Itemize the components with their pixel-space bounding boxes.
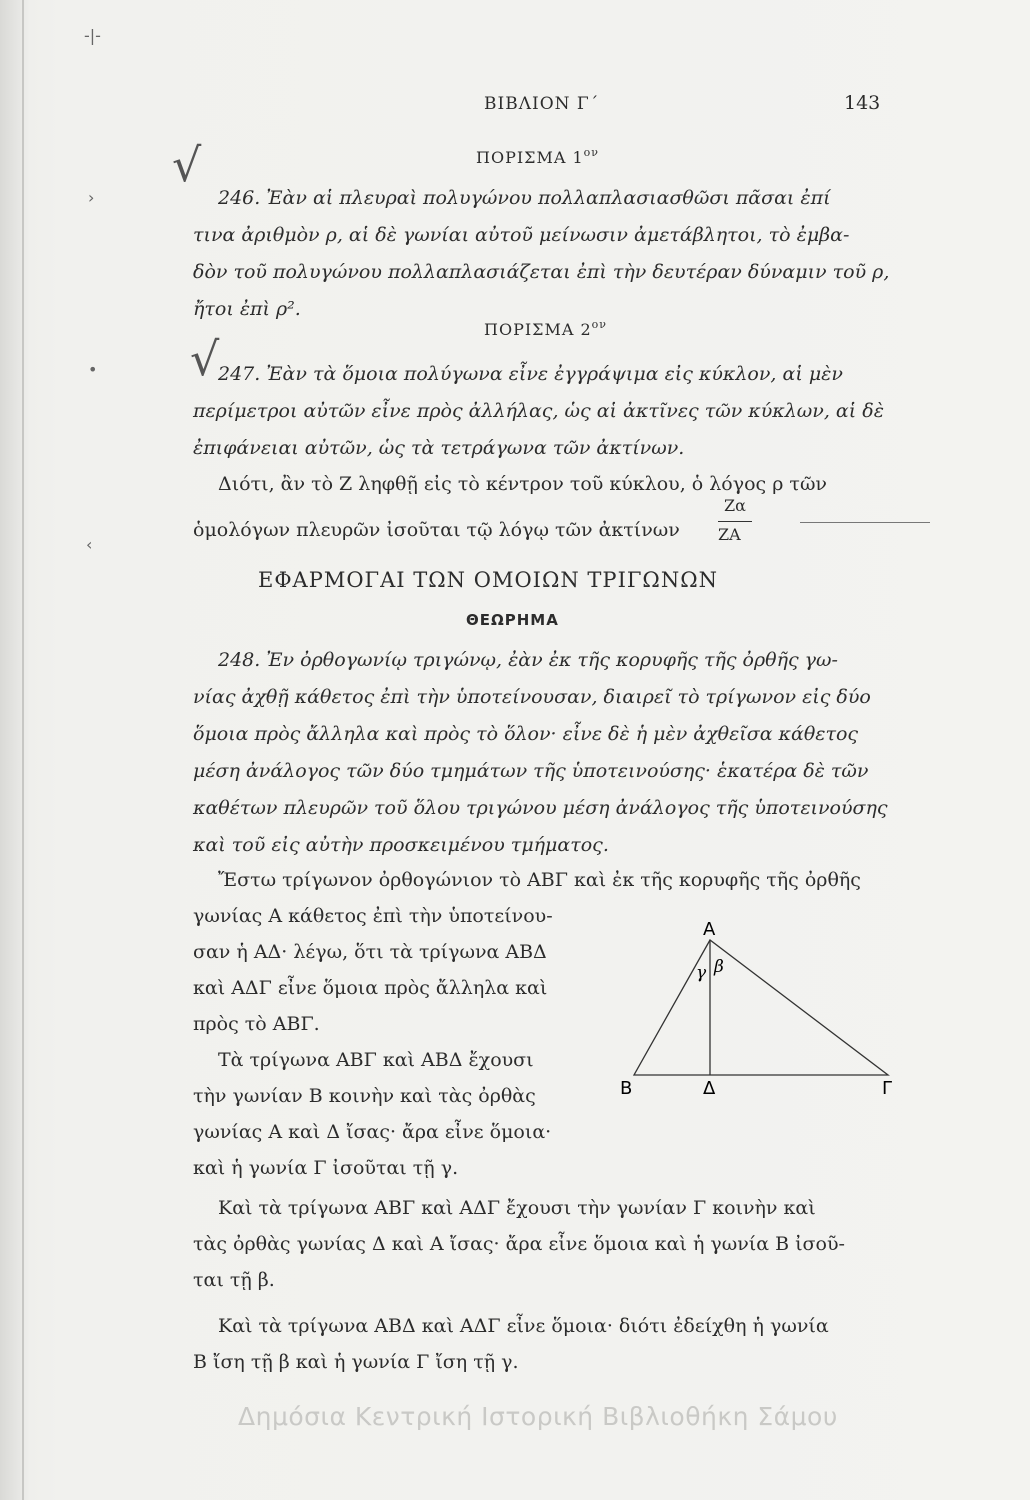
foot-label-d: Δ: [703, 1078, 716, 1099]
proof-line: γωνίας Α κάθετος ἐπὶ τὴν ὑποτείνου-: [193, 905, 553, 927]
theorem-heading: ΘΕΩΡΗΜΑ: [466, 611, 559, 629]
proof-line: Ἔστω τρίγωνον ὀρθογώνιον τὸ ΑΒΓ καὶ ἐκ τῆς κορυφῆς τῆς ὀρθῆς: [218, 869, 861, 891]
corollary1-line: τινα ἀριθμὸν ρ, αἱ δὲ γωνίαι αὐτοῦ μείνωσιν ἀμετάβλητοι, τὸ ἐμβα-: [193, 224, 850, 246]
proof-line: τὰς ὀρθὰς γωνίας Δ καὶ Α ἴσας· ἄρα εἶνε ὅμοια καὶ ἡ γωνία Β ἰσοῦ-: [193, 1233, 845, 1255]
vertex-label-g: Γ: [882, 1078, 893, 1099]
margin-tick: ‹: [86, 535, 93, 554]
corollary1-line: ἤτοι ἐπὶ ρ².: [193, 298, 301, 320]
proof-line: Β ἴση τῇ β καὶ ἡ γωνία Γ ἴση τῇ γ.: [193, 1351, 519, 1373]
section-title: ΕΦΑΡΜΟΓΑΙ ΤΩΝ ΟΜΟΙΩΝ ΤΡΙΓΩΝΩΝ: [258, 568, 719, 592]
library-watermark: Δημόσια Κεντρική Ιστορική Βιβλιοθήκη Σάμου: [238, 1402, 838, 1431]
fraction-denominator: ΖΑ: [718, 525, 741, 544]
proof-line: καὶ ΑΔΓ εἶνε ὅμοια πρὸς ἄλληλα καὶ: [193, 977, 548, 999]
corollary1-line: δὸν τοῦ πολυγώνου πολλαπλασιάζεται ἐπὶ τὴν δευτέραν δύναμιν τοῦ ρ,: [193, 261, 890, 283]
vertex-label-a: Α: [703, 919, 716, 940]
proof-line: πρὸς τὸ ΑΒΓ.: [193, 1013, 320, 1035]
margin-tick: •: [88, 360, 98, 379]
check-mark-icon: √: [190, 332, 220, 386]
corollary2-line: 247. Ἐὰν τὰ ὅμοια πολύγωνα εἶνε ἐγγράψιμα εἰς κύκλον, αἱ μὲν: [218, 363, 843, 385]
proof-line: καὶ ἡ γωνία Γ ἰσοῦται τῇ γ.: [193, 1157, 459, 1179]
proof-line: Διότι, ἂν τὸ Ζ ληφθῇ εἰς τὸ κέντρον τοῦ κύκλου, ὁ λόγος ρ τῶν: [218, 473, 827, 495]
running-head: ΒΙΒΛΙΟΝ Γ΄: [484, 94, 600, 114]
fraction-bar: [718, 521, 752, 522]
angle-label-gamma: γ: [696, 963, 707, 983]
binding-edge: [22, 0, 24, 1500]
proof-line: ὁμολόγων πλευρῶν ἰσοῦται τῷ λόγῳ τῶν ἀκτίνων: [193, 519, 680, 541]
corollary2-line: περίμετροι αὐτῶν εἶνε πρὸς ἀλλήλας, ὡς αἱ ἀκτῖνες τῶν κύκλων, αἱ δὲ: [193, 400, 884, 422]
check-mark-icon: √: [172, 138, 202, 192]
proof-line: γωνίας Α καὶ Δ ἴσας· ἄρα εἶνε ὅμοια·: [193, 1121, 552, 1143]
margin-tick: ›: [88, 188, 95, 207]
corollary2-line: ἐπιφάνειαι αὐτῶν, ὡς τὰ τετράγωνα τῶν ἀκτίνων.: [193, 437, 685, 459]
proof-line: ται τῇ β.: [193, 1269, 275, 1291]
pencil-line: [800, 522, 930, 523]
page-number: 143: [844, 92, 881, 114]
triangle-figure: [600, 910, 900, 1120]
triangle-abg: [634, 940, 888, 1075]
angle-label-beta: β: [714, 957, 724, 977]
proof-line: Καὶ τὰ τρίγωνα ΑΒΔ καὶ ΑΔΓ εἶνε ὅμοια· διότι ἐδείχθη ἡ γωνία: [218, 1315, 829, 1337]
proof-line: Τὰ τρίγωνα ΑΒΓ καὶ ΑΒΔ ἔχουσι: [218, 1049, 534, 1071]
theorem-line: καὶ τοῦ εἰς αὐτὴν προσκειμένου τμήματος.: [193, 834, 609, 856]
vertex-label-b: Β: [620, 1078, 633, 1099]
corollary1-line: 246. Ἐὰν αἱ πλευραὶ πολυγώνου πολλαπλασιασθῶσι πᾶσαι ἐπί: [218, 187, 831, 209]
theorem-line: 248. Ἐν ὀρθογωνίῳ τριγώνῳ, ἐὰν ἐκ τῆς κορυφῆς τῆς ὀρθῆς γω-: [218, 649, 838, 671]
corollary1-heading: ΠΟΡΙΣΜΑ $1^{o\nu}$: [476, 146, 599, 167]
corollary2-heading: ΠΟΡΙΣΜΑ $2^{o\nu}$: [484, 318, 607, 339]
theorem-line: νίας ἀχθῇ κάθετος ἐπὶ τὴν ὑποτείνουσαν, διαιρεῖ τὸ τρίγωνον εἰς δύο: [193, 686, 871, 708]
theorem-line: ὅμοια πρὸς ἄλληλα καὶ πρὸς τὸ ὅλον· εἶνε δὲ ἡ μὲν ἀχθεῖσα κάθετος: [193, 723, 859, 745]
theorem-line: μέση ἀνάλογος τῶν δύο τμημάτων τῆς ὑποτεινούσης· ἑκατέρα δὲ τῶν: [193, 760, 869, 782]
proof-line: σαν ἡ ΑΔ· λέγω, ὅτι τὰ τρίγωνα ΑΒΔ: [193, 941, 547, 963]
proof-line: τὴν γωνίαν Β κοινὴν καὶ τὰς ὀρθὰς: [193, 1085, 536, 1107]
theorem-line: καθέτων πλευρῶν τοῦ ὅλου τριγώνου μέση ἀνάλογος τῆς ὑποτεινούσης: [193, 797, 888, 819]
fraction-numerator: Ζα: [724, 496, 746, 515]
margin-tick: -|-: [84, 26, 101, 45]
proof-line: Καὶ τὰ τρίγωνα ΑΒΓ καὶ ΑΔΓ ἔχουσι τὴν γωνίαν Γ κοινὴν καὶ: [218, 1197, 816, 1219]
